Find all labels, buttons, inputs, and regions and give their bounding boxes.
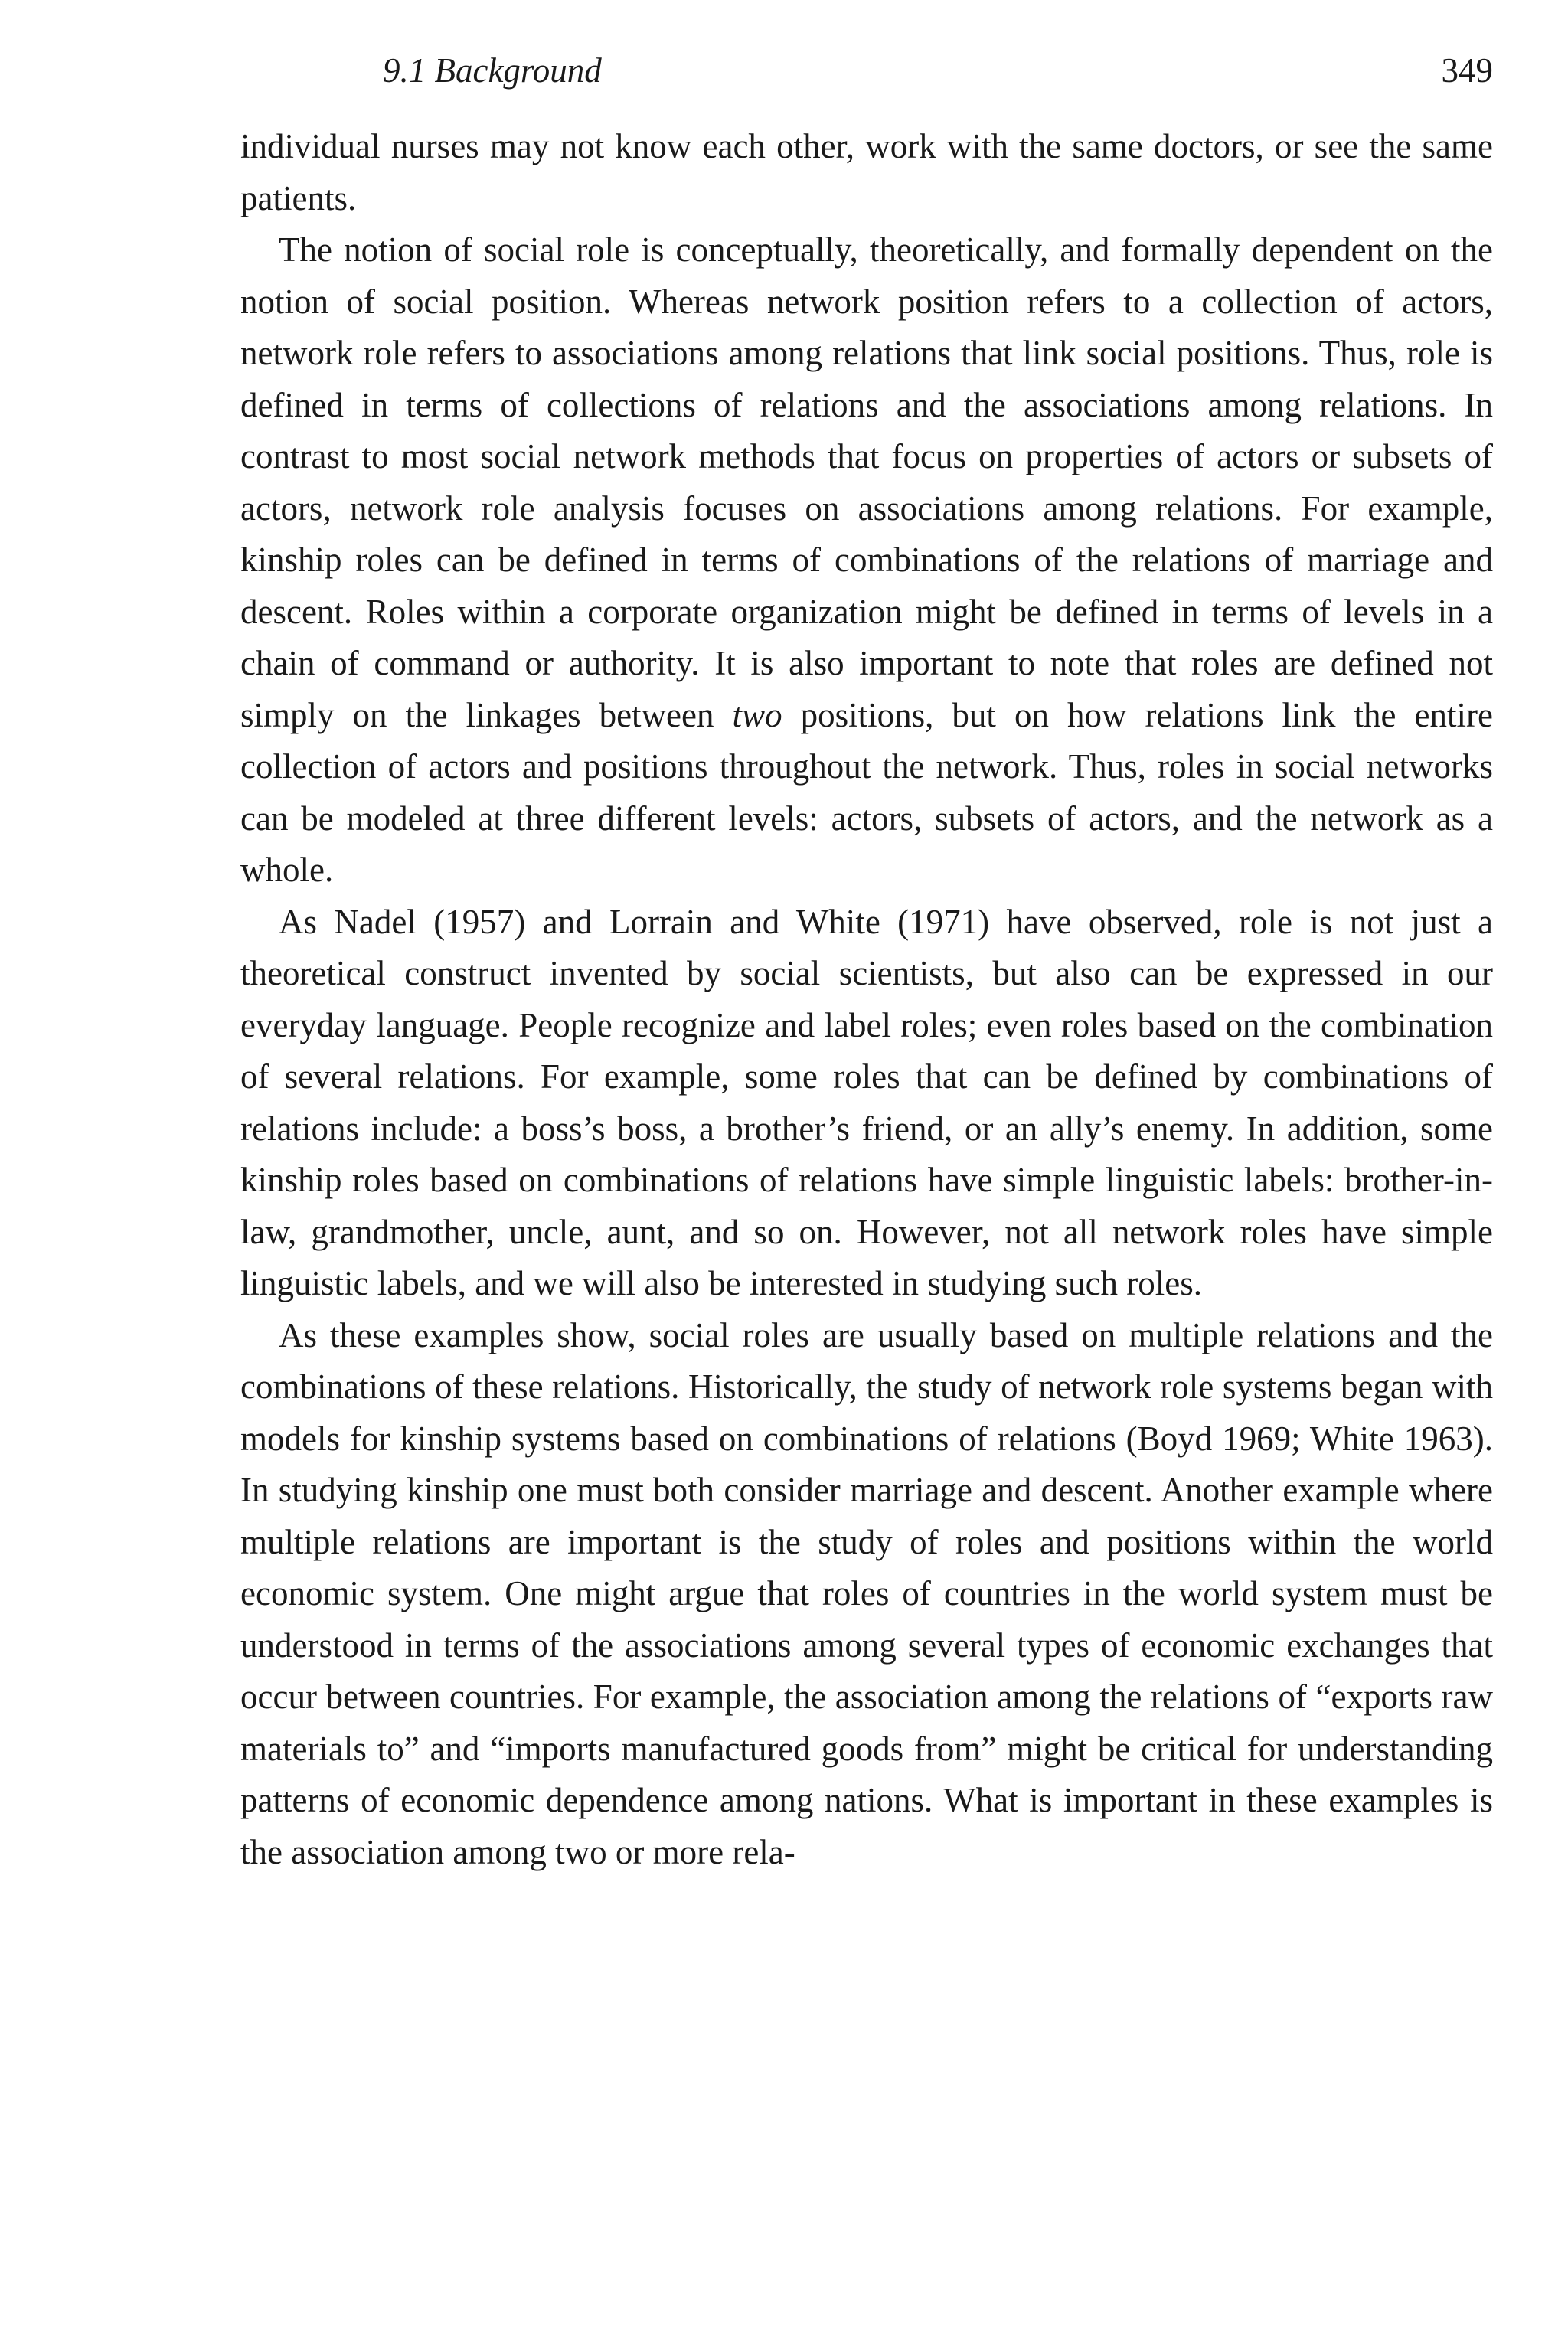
running-head [383, 47, 1493, 93]
page-number: 349 [1441, 51, 1493, 90]
paragraph-multiple-relations: As these examples show, social roles are usually based on multiple relations and the combinations of these relations. Historically, the study of network role systems began with models for kinship systems based on combinations of relations (Boyd 1969; White 1963). In studying kinship one must both consider marriage and descent. Another example where multiple relations are important is the study of roles and positions within the world economic system. One might argue that roles of countries in the world system must be understood in terms of the associations among several types of economic exchanges that occur between countries. For example, the association among the relations of “exports raw materials to” and “imports manufactured goods from” might be critical for understanding patterns of economic dependence among nations. What is important in these examples is the association among two or more rela- [240, 1315, 1493, 1871]
paragraph-text: positions, but on how relations link the entire collection of actors and positions throughout the network. Thus, roles in social networks can be modeled at three different levels: actors, subsets of actors, and the network as a whole. [240, 695, 1493, 889]
body-text [240, 121, 1493, 1878]
section-title: 9.1 Background [383, 51, 602, 90]
emphasis-two: two [732, 695, 782, 734]
paragraph-text: The notion of social role is conceptually, theoretically, and formally dependent on the notion of social position. Whereas network position refers to a collection of actors, network role refers to associations among relations that link social positions. Thus, role is defined in terms of collections of relations and the associations among relations. In contrast to most social network methods that focus on properties of actors or subsets of actors, network role analysis focuses on associations among relations. For example, kinship roles can be defined in terms of combinations of the relations of marriage and descent. Roles within a corporate organization might be defined in terms of levels in a chain of command or authority. It is also important to note that roles are defined not simply on the linkages between [240, 230, 1493, 734]
paragraph-social-role [240, 224, 1493, 897]
paragraph-everyday-language: As Nadel (1957) and Lorrain and White (1971) have observed, role is not just a theoretical construct invented by social scientists, but also can be expressed in our everyday language. People recognize and label roles; even roles based on the combination of several relations. For example, some roles that can be defined by combinations of relations include: a boss’s boss, a brother’s friend, or an ally’s enemy. In addition, some kinship roles based on combinations of relations have simple linguistic labels: brother-in-law, grandmother, uncle, aunt, and so on. However, not all network roles have simple linguistic labels, and we will also be interested in studying such roles. [240, 902, 1493, 1302]
paragraph-continued: individual nurses may not know each other, work with the same doctors, or see the same patients. [240, 127, 1493, 217]
